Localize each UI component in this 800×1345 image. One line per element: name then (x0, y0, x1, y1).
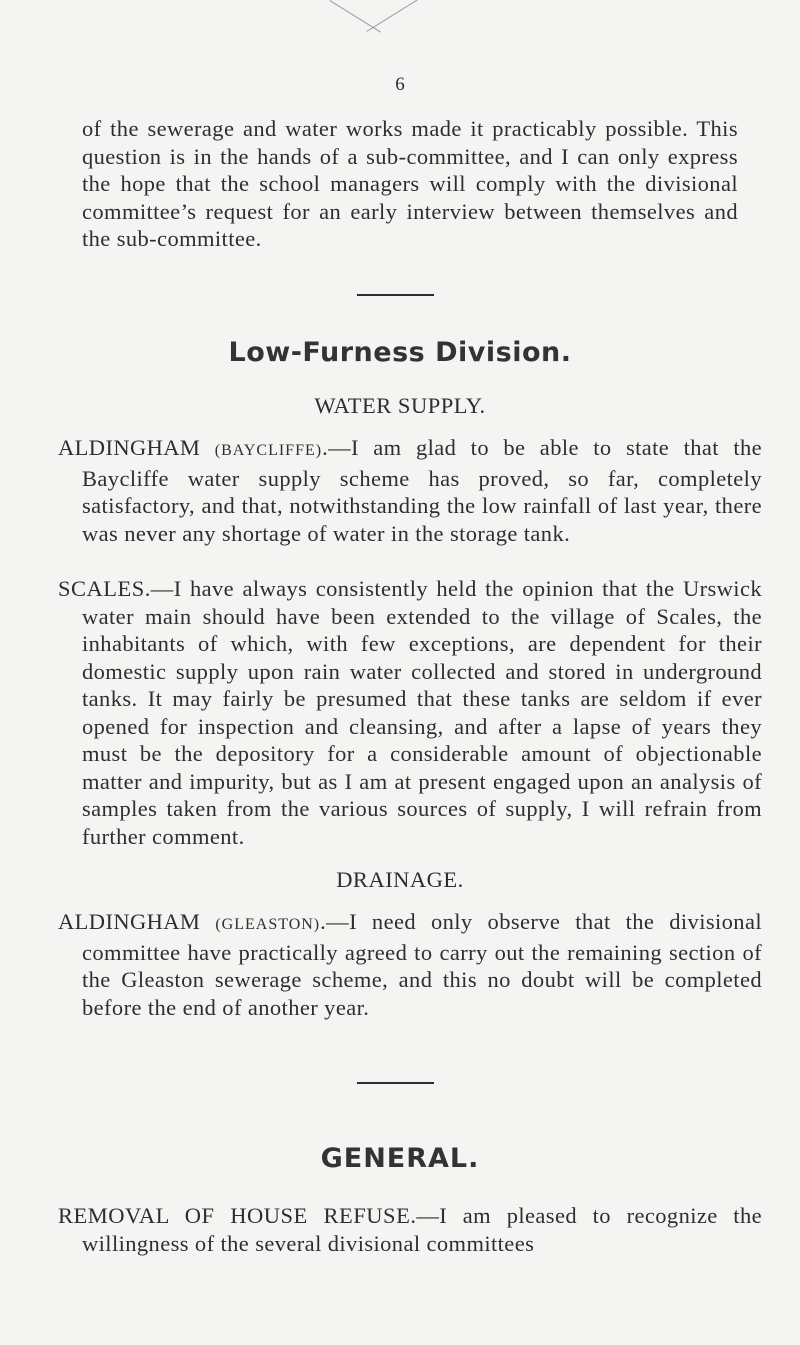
aldingham-baycliffe-paragraph (58, 434, 762, 547)
section-divider-bottom (357, 1082, 434, 1084)
division-title: Low-Furness Division. (228, 337, 572, 368)
aldingham-gleaston-paragraph (58, 908, 762, 1021)
paragraph-text: .—I need only observe that the divisional committee have practically agreed to carry out the remaining section of the Gleaston sewerage scheme, and this no doubt will be completed before the end of another year. (82, 909, 762, 1020)
page-number: 6 (395, 74, 405, 95)
removal-of-house-refuse-paragraph (58, 1202, 762, 1257)
paragraph-text: .—I have always consistently held the opinion that the Urswick water main should have been extended to the village of Scales, the inhabitants of which, with few exceptions, are dependent for their domestic supply upon rain water collected and stored in underground tanks. It may fairly be presumed that these tanks are seldom if ever opened for inspection and cleansing, and after a lapse of years they must be the depository for a considerable amount of objectionable matter and impurity, but as I am at present engaged upon an analysis of samples taken from the various sources of supply, I will refrain from further comment. (82, 576, 762, 849)
paragraph-lead: REMOVAL OF HOUSE REFUSE (58, 1203, 411, 1228)
water-supply-heading: WATER SUPPLY. (314, 393, 486, 418)
paragraph-lead: ALDINGHAM (58, 435, 201, 460)
opening-paragraph: of the sewerage and water works made it practicably possible. This question is in the hands of a sub-committee, and I can only express the hope that the school managers will comply with the divisional committee’s request for an early interview between themselves and the sub-committee. (82, 116, 738, 251)
paragraph-lead: ALDINGHAM (58, 909, 201, 934)
paragraph-lead: SCALES (58, 576, 145, 601)
drainage-heading: DRAINAGE. (336, 867, 464, 892)
paragraph-subplace: (GLEASTON) (215, 916, 321, 933)
paragraph-text: .—I am pleased to recognize the willingness of the several divisional committees (82, 1203, 762, 1256)
paragraph-text: .—I am glad to be able to state that the Baycliffe water supply scheme has proved, so far, completely satisfactory, and that, notwithstanding the low rainfall of last year, there was never any shortage of water in the storage tank. (82, 435, 763, 546)
general-title: GENERAL. (320, 1143, 480, 1174)
scales-paragraph (58, 575, 762, 850)
section-divider-top (357, 294, 434, 296)
paragraph-subplace: (BAYCLIFFE) (214, 442, 323, 459)
page-corner-mark-right (367, 0, 418, 32)
